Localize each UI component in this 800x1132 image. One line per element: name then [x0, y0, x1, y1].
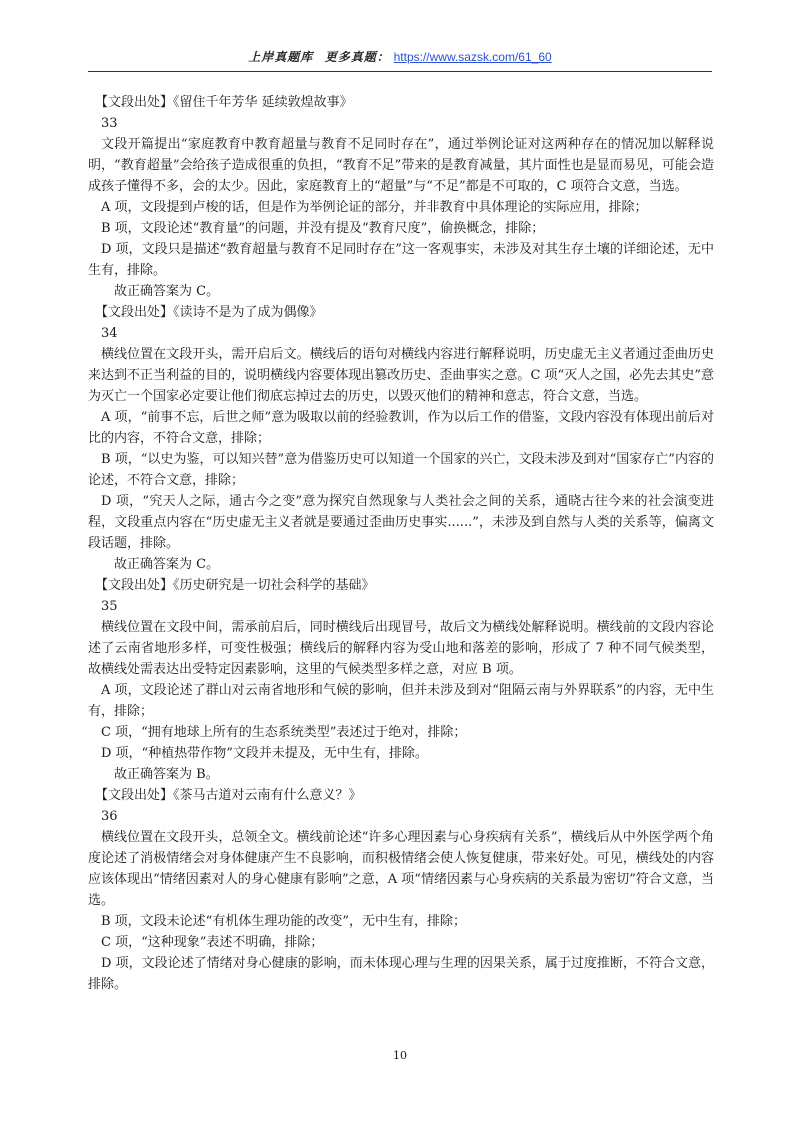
source-line: [88, 575, 714, 596]
answer-line: 故正确答案为 C。: [114, 557, 220, 572]
explanation-paragraph: A 项，“前事不忘，后世之师”意为吸取以前的经验教训，作为以后工作的借鉴，文段内容没有体现出前后对比的内容，不符合文意，排除；: [88, 410, 714, 446]
source-label: 【文段出处】: [95, 578, 174, 593]
answer-line: 故正确答案为 C。: [114, 284, 220, 299]
source-title: 《茶马古道对云南有什么意义？》: [173, 788, 362, 803]
source-title: 《留住千年芳华 延续敦煌故事》: [173, 95, 353, 110]
source-title: 《读诗不是为了成为偶像》: [173, 305, 323, 320]
document-body: [88, 92, 714, 995]
explanation-paragraph: 横线位置在文段开头，需开启后文。横线后的语句对横线内容进行解释说明，历史虚无主义者通过歪曲历史来达到不正当利益的目的，说明横线内容要体现出篡改历史、歪曲事实之意。C 项“灭人之国，必先去其史”意为灭亡一个国家必定要让他们彻底忘掉过去的历史，以毁灭他们的精神和意志，符合文意，当选。: [88, 347, 714, 404]
header-more-label: 更多真题：: [324, 50, 390, 64]
question-number: 36: [101, 809, 118, 824]
question-number: 33: [101, 116, 118, 131]
page-number: 10: [393, 1049, 407, 1062]
explanation-paragraph: D 项，文段只是描述“教育超量与教育不足同时存在”这一客观事实，未涉及对其生存土壤的详细论述，无中生有，排除。: [88, 242, 714, 278]
explanation-paragraph: D 项，文段论述了情绪对身心健康的影响，而未体现心理与生理的因果关系，属于过度推断，不符合文意，排除。: [88, 956, 714, 992]
page-header: [88, 47, 712, 73]
source-label: 【文段出处】: [95, 95, 174, 110]
explanation-paragraph: D 项，“种植热带作物”文段并未提及，无中生有，排除。: [101, 746, 428, 761]
explanation-paragraph: A 项，文段提到卢梭的话，但是作为举例论证的部分，并非教育中具体理论的实际应用，排除；: [101, 200, 648, 215]
header-brand: 上岸真题库: [248, 50, 314, 64]
question-number: 34: [101, 326, 118, 341]
explanation-paragraph: B 项，“以史为鉴，可以知兴替”意为借鉴历史可以知道一个国家的兴亡，文段未涉及到对“国家存亡”内容的论述，不符合文意，排除；: [88, 452, 714, 488]
explanation-paragraph: 横线位置在文段开头，总领全文。横线前论述“许多心理因素与心身疾病有关系”，横线后从中外医学两个角度论述了消极情绪会对身体健康产生不良影响，而积极情绪会使人恢复健康，带来好处。可见，横线处的内容应该体现出“情绪因素对人的身心健康有影响”之意，A 项“情绪因素与心身疾病的关系最为密切”符合文意，当选。: [88, 830, 714, 908]
explanation-paragraph: A 项，文段论述了群山对云南省地形和气候的影响，但并未涉及到对“阻隔云南与外界联系”的内容，无中生有，排除；: [88, 683, 714, 719]
explanation-paragraph: 横线位置在文段中间，需承前启后，同时横线后出现冒号，故后文为横线处解释说明。横线前的文段内容论述了云南省地形多样，可变性极强；横线后的解释内容为受山地和落差的影响，形成了 7 种不同气候类型，故横线处需表达出受特定因素影响，这里的气候类型多样之意，对应 B 项。: [88, 620, 714, 677]
explanation-paragraph: C 项，“这种现象”表述不明确，排除；: [101, 935, 324, 950]
answer-line: 故正确答案为 B。: [114, 767, 219, 782]
header-divider: [88, 71, 712, 72]
source-title: 《历史研究是一切社会科学的基础》: [173, 578, 375, 593]
source-label: 【文段出处】: [95, 788, 174, 803]
source-line: [88, 785, 714, 806]
explanation-paragraph: D 项，“究天人之际，通古今之变”意为探究自然现象与人类社会之间的关系，通晓古往今来的社会演变进程，文段重点内容在“历史虚无主义者就是要通过歪曲历史事实......”，未涉及到自然与人类的关系等，偏离文段话题，排除。: [88, 494, 714, 551]
explanation-paragraph: C 项，“拥有地球上所有的生态系统类型”表述过于绝对，排除；: [101, 725, 467, 740]
header-url-link[interactable]: https://www.sazsk.com/61_60: [393, 50, 552, 64]
explanation-paragraph: 文段开篇提出“家庭教育中教育超量与教育不足同时存在”，通过举例论证对这两种存在的情况加以解释说明，“教育超量”会给孩子造成很重的负担，“教育不足”带来的是教育减量，其片面性也是显而易见，可能会造成孩子懂得不多，会的太少。因此，家庭教育上的“超量”与“不足”都是不可取的，C 项符合文意，当选。: [88, 137, 714, 194]
source-label: 【文段出处】: [95, 305, 174, 320]
source-line: [88, 92, 714, 113]
explanation-paragraph: B 项，文段未论述“有机体生理功能的改变”，无中生有，排除；: [101, 914, 466, 929]
question-number: 35: [101, 599, 118, 614]
source-line: [88, 302, 714, 323]
explanation-paragraph: B 项，文段论述“教育量”的问题，并没有提及“教育尺度”，偷换概念，排除；: [101, 221, 545, 236]
